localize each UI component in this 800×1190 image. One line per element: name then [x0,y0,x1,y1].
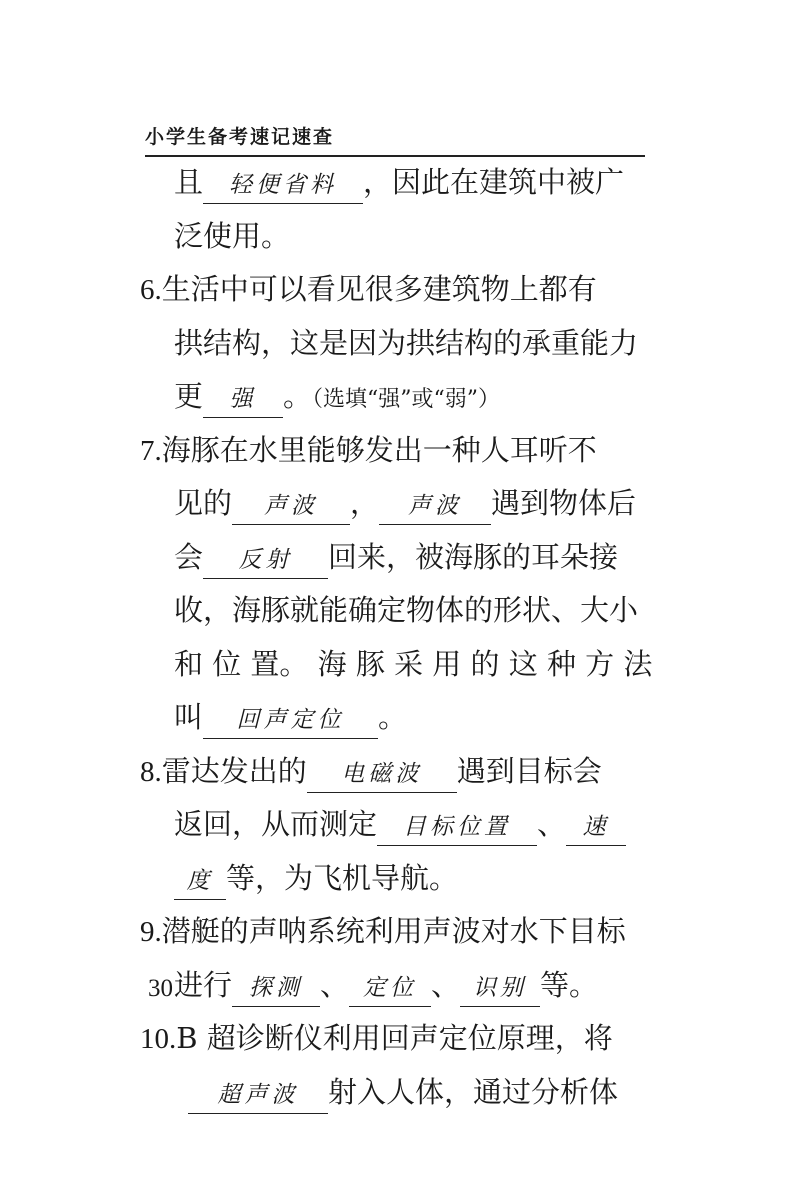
answer-blank: 强 [203,381,283,418]
answer-blank: 超声波 [188,1077,328,1114]
answer-blank: 识别 [460,970,540,1007]
item7-text: 回来，被海豚的耳朵接 [328,539,619,574]
answer-blank: 回声定位 [203,702,378,739]
item8-line2 [140,798,650,852]
answer-blank: 探测 [232,970,320,1007]
item7-text: 叫 [174,700,204,734]
item6-line1 [140,263,650,317]
page-content [140,156,653,1119]
item8-text: 等，为飞机导航。 [226,860,459,895]
question-number: 9. [140,916,162,948]
item7-text: 和 位 置。 海 豚 采 用 的 这 种 方 法 [174,646,653,681]
item8-line1 [140,745,650,799]
question-number: 7. [140,434,162,467]
item7-text: 遇到物体后 [491,486,637,520]
item10-text: B 超诊断仪利用回声定位原理，将 [176,1021,613,1055]
item7-line4 [140,584,650,638]
item8-text: 返回，从而测定 [174,807,378,841]
item9-text: 、 [431,967,461,1002]
item7-line2 [140,477,650,531]
item9-text: 等。 [540,967,599,1002]
item8-text: 、 [537,807,567,841]
answer-blank: 速 [566,809,626,846]
item9-text: 进行 [174,967,233,1002]
running-header [145,122,645,157]
page-number: 30 [148,975,173,1002]
answer-blank: 轻便省料 [203,167,363,204]
item10-line1 [140,1012,650,1066]
answer-blank: 反射 [203,542,328,579]
answer-blank: 声波 [232,488,350,525]
answer-blank: 度 [174,863,226,900]
item5-text: ，因此在建筑中被广 [363,165,625,199]
question-number: 6. [140,274,162,306]
answer-blank: 电磁波 [307,756,457,793]
item10-line2 [140,1066,650,1120]
item7-text: 。 [378,700,408,734]
item7-line5 [140,638,653,692]
item7-text: 海豚在水里能够发出一种人耳听不 [161,432,597,467]
item7-text: ， [350,486,380,520]
item6-line2 [140,317,650,371]
item7-line1 [140,424,650,478]
item7-text: 见的 [174,486,233,520]
item9-text: 、 [320,967,350,1002]
item5-line1 [140,156,650,210]
item6-text: 生活中可以看见很多建筑物上都有 [161,272,597,306]
item9-text: 潜艇的声呐系统利用声波对水下目标 [161,914,626,948]
item6-text: 。 [283,379,313,413]
item9-line1 [140,905,650,959]
item5-line2 [140,210,650,264]
question-number: 8. [140,755,162,788]
item8-line3 [140,852,650,906]
item7-line3 [140,531,650,585]
item5-text: 泛使用。 [174,218,291,253]
item8-text: 雷达发出的 [161,753,307,788]
answer-blank: 定位 [349,970,431,1007]
item10-text: 射入人体，通过分析体 [328,1074,619,1109]
item6-text: 拱结构，这是因为拱结构的承重能力 [174,325,639,360]
item7-text: 会 [174,539,204,574]
answer-blank: 目标位置 [377,809,537,846]
question-number: 10. [140,1023,177,1055]
answer-blank: 声波 [379,488,491,525]
fill-in-note: （选填“强”或“弱”） [312,387,501,412]
item9-line2 [140,959,650,1013]
header-title: 小学生备考速记速查 [145,126,335,148]
item6-line3 [140,370,650,424]
item8-text: 遇到目标会 [456,753,602,788]
item6-text: 更 [174,379,204,413]
item5-text: 且 [174,165,204,199]
item7-text: 收，海豚就能确定物体的形状、大小 [174,593,639,627]
item7-line6 [140,691,650,745]
